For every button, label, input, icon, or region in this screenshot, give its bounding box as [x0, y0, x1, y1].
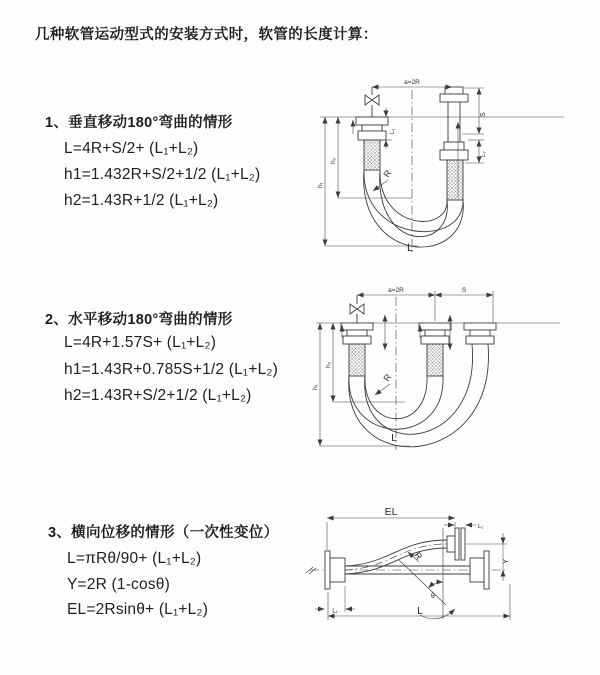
valve-icon [350, 295, 364, 323]
label-l1-top: L₁ [478, 524, 484, 530]
braided-section [349, 344, 365, 376]
right-flange-original [470, 551, 489, 589]
label-a2r: a=2R [404, 79, 420, 86]
formula-L: L=4R+1.57S+ (L₁+L₂) [64, 334, 217, 351]
right-flange-displaced [464, 323, 496, 344]
diagram-horizontal-180-bend [310, 282, 594, 454]
label-r: R [381, 372, 394, 384]
label-s: S [461, 287, 467, 294]
label-r: R [412, 550, 425, 562]
dimension-lines [320, 291, 493, 446]
s-curve-hose-displaced [345, 540, 447, 574]
rotation-arrow [420, 609, 455, 619]
radius-leader [375, 384, 390, 395]
valve-icon [365, 87, 379, 117]
section-3-heading: 3、横向位移的情形（一次性变位） [48, 525, 279, 541]
formula-L: L=πRθ/90+ (L₁+L₂) [67, 550, 202, 567]
page-title: 几种软管运动型式的安装方式时，软管的长度计算： [35, 27, 378, 43]
label-l1-bottom: L₁ [332, 608, 338, 615]
label-s: S [480, 112, 487, 117]
section-1-heading: 1、垂直移动180°弯曲的情形 [45, 115, 233, 131]
top-flange-displaced [447, 528, 465, 560]
formula-h2: h2=1.43R+1/2 (L₁+L₂) [64, 192, 219, 209]
drawing-lines [320, 87, 564, 252]
section-2-formulas [64, 330, 278, 410]
formula-Y: Y=2R (1-cosθ) [67, 575, 170, 593]
label-h1: h₁ [312, 384, 319, 390]
label-h2: h₂ [325, 361, 332, 368]
formula-h2: h2=1.43R+S/2+1/2 (L₁+L₂) [64, 387, 252, 404]
centerline-break-mark [306, 567, 316, 574]
braided-section [447, 160, 463, 200]
right-pipe [440, 87, 468, 200]
label-theta: θ [431, 593, 435, 600]
middle-flange [419, 323, 451, 376]
label-l1: L₁ [390, 128, 396, 134]
hose-u-curves [349, 344, 489, 447]
left-flange [341, 323, 373, 376]
label-h1: h₁ [317, 182, 324, 188]
label-a2r: a=2R [388, 287, 404, 294]
formula-EL: EL=2Rsinθ+ (L₁+L₂) [67, 601, 209, 618]
label-r: R [381, 168, 394, 180]
label-l: L [391, 432, 397, 444]
formula-h1: h1=1.432R+S/2+1/2 (L₁+L₂) [64, 166, 261, 183]
section-3-formulas [67, 546, 208, 623]
theta-angle-arc [429, 582, 444, 588]
label-l: L [406, 242, 414, 254]
left-flange [325, 551, 345, 589]
diagram-labels [312, 287, 467, 444]
label-l2: L₂ [481, 151, 487, 157]
section-2-heading: 2、水平移动180°弯曲的情形 [45, 312, 233, 328]
drawing-lines [316, 295, 560, 450]
label-l: L [417, 605, 423, 617]
diagram-lateral-displacement [298, 498, 560, 644]
label-h2: h₂ [330, 157, 337, 164]
braided-section [427, 344, 443, 376]
braided-section [364, 140, 380, 170]
formula-L: L=4R+S/2+ (L₁+L₂) [64, 140, 199, 157]
section-1-formulas [64, 136, 260, 214]
label-el: EL [384, 506, 398, 518]
left-flange [356, 117, 388, 170]
formula-h1: h1=1.43R+0.785S+1/2 (L₁+L₂) [64, 360, 278, 378]
label-y: Y [501, 558, 510, 564]
drawing-lines [306, 528, 506, 619]
diagram-vertical-180-bend [312, 76, 584, 258]
